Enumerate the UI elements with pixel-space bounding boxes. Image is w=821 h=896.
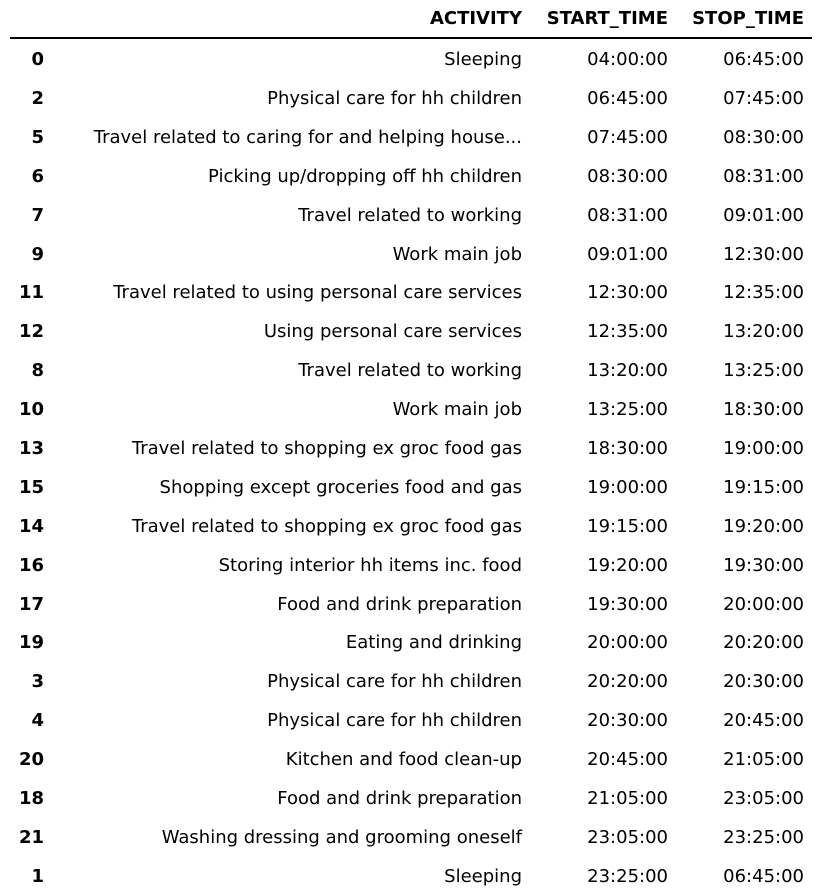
row-start-time: 08:30:00 — [587, 165, 668, 187]
row-index: 14 — [18, 515, 44, 537]
row-index: 6 — [31, 165, 44, 187]
table-row — [10, 662, 812, 701]
row-start-time: 21:05:00 — [587, 787, 668, 809]
row-index: 4 — [31, 710, 44, 732]
header-stop-time: STOP_TIME — [668, 0, 812, 38]
row-index: 17 — [18, 593, 44, 615]
row-activity: Travel related to shopping ex groc food gas — [131, 437, 522, 459]
row-activity: Picking up/dropping off hh children — [208, 165, 522, 187]
row-activity: Storing interior hh items inc. food — [218, 554, 522, 576]
row-activity: Work main job — [392, 399, 522, 421]
table-header — [10, 0, 812, 38]
row-start-time: 19:15:00 — [587, 515, 668, 537]
row-index: 16 — [18, 554, 44, 576]
table-row — [10, 351, 812, 390]
row-start-time: 07:45:00 — [587, 126, 668, 148]
row-stop-time: 12:35:00 — [723, 282, 804, 304]
row-activity: Shopping except groceries food and gas — [159, 476, 522, 498]
row-activity: Work main job — [392, 243, 522, 265]
row-stop-time: 13:25:00 — [723, 360, 804, 382]
table-row — [10, 507, 812, 546]
header-start-time: START_TIME — [522, 0, 668, 38]
header-activity: ACTIVITY — [44, 0, 522, 38]
row-start-time: 04:00:00 — [587, 48, 668, 70]
row-activity: Physical care for hh children — [267, 671, 522, 693]
row-stop-time: 08:31:00 — [723, 165, 804, 187]
row-start-time: 08:31:00 — [587, 204, 668, 226]
row-start-time: 19:30:00 — [587, 593, 668, 615]
row-stop-time: 06:45:00 — [723, 48, 804, 70]
row-start-time: 06:45:00 — [587, 87, 668, 109]
row-stop-time: 06:45:00 — [723, 865, 804, 887]
table-row — [10, 585, 812, 624]
table-row — [10, 701, 812, 740]
row-index: 20 — [18, 749, 44, 771]
row-stop-time: 19:30:00 — [723, 554, 804, 576]
row-start-time: 23:25:00 — [587, 865, 668, 887]
row-start-time: 19:20:00 — [587, 554, 668, 576]
row-index: 8 — [31, 360, 44, 382]
row-activity: Using personal care services — [263, 321, 522, 343]
row-start-time: 20:00:00 — [587, 632, 668, 654]
table-row — [10, 312, 812, 351]
row-activity: Sleeping — [444, 48, 522, 70]
row-activity: Food and drink preparation — [277, 787, 522, 809]
row-activity: Travel related to shopping ex groc food gas — [131, 515, 522, 537]
row-activity: Eating and drinking — [345, 632, 522, 654]
row-activity: Food and drink preparation — [277, 593, 522, 615]
row-index: 3 — [31, 671, 44, 693]
table-row — [10, 779, 812, 818]
row-activity: Travel related to caring for and helping house... — [93, 126, 522, 148]
row-stop-time: 19:15:00 — [723, 476, 804, 498]
header-row — [10, 0, 812, 38]
row-index: 15 — [18, 476, 44, 498]
row-stop-time: 13:20:00 — [723, 321, 804, 343]
row-stop-time: 08:30:00 — [723, 126, 804, 148]
row-index: 11 — [18, 282, 44, 304]
table-row — [10, 740, 812, 779]
row-index: 21 — [18, 826, 44, 848]
row-activity: Physical care for hh children — [267, 87, 522, 109]
row-index: 1 — [31, 865, 44, 887]
row-activity: Washing dressing and grooming oneself — [161, 826, 522, 848]
row-stop-time: 20:20:00 — [723, 632, 804, 654]
row-start-time: 20:30:00 — [587, 710, 668, 732]
table-row — [10, 118, 812, 157]
row-index: 13 — [18, 437, 44, 459]
row-index: 0 — [31, 48, 44, 70]
row-activity: Sleeping — [444, 865, 522, 887]
row-start-time: 23:05:00 — [587, 826, 668, 848]
table-row — [10, 235, 812, 274]
table-row — [10, 818, 812, 857]
row-start-time: 18:30:00 — [587, 437, 668, 459]
row-stop-time: 09:01:00 — [723, 204, 804, 226]
row-stop-time: 20:30:00 — [723, 671, 804, 693]
row-stop-time: 19:00:00 — [723, 437, 804, 459]
row-stop-time: 20:45:00 — [723, 710, 804, 732]
activity-table — [10, 0, 812, 896]
row-index: 19 — [18, 632, 44, 654]
row-stop-time: 19:20:00 — [723, 515, 804, 537]
table-row — [10, 157, 812, 196]
table-row — [10, 857, 812, 896]
table-row — [10, 273, 812, 312]
table-row — [10, 38, 812, 79]
row-stop-time: 23:25:00 — [723, 826, 804, 848]
row-index: 12 — [18, 321, 44, 343]
row-start-time: 09:01:00 — [587, 243, 668, 265]
row-activity: Travel related to working — [298, 360, 522, 382]
row-start-time: 13:25:00 — [587, 399, 668, 421]
row-stop-time: 07:45:00 — [723, 87, 804, 109]
table-row — [10, 546, 812, 585]
row-index: 7 — [31, 204, 44, 226]
row-start-time: 19:00:00 — [587, 476, 668, 498]
header-index — [10, 0, 44, 38]
table-row — [10, 390, 812, 429]
row-activity: Travel related to using personal care services — [113, 282, 522, 304]
row-activity: Physical care for hh children — [267, 710, 522, 732]
row-index: 10 — [18, 399, 44, 421]
row-index: 18 — [18, 787, 44, 809]
row-stop-time: 18:30:00 — [723, 399, 804, 421]
row-start-time: 13:20:00 — [587, 360, 668, 382]
row-stop-time: 20:00:00 — [723, 593, 804, 615]
table-row — [10, 429, 812, 468]
table-row — [10, 79, 812, 118]
row-start-time: 20:45:00 — [587, 749, 668, 771]
row-index: 9 — [31, 243, 44, 265]
table-row — [10, 196, 812, 235]
row-start-time: 12:35:00 — [587, 321, 668, 343]
row-index: 5 — [31, 126, 44, 148]
row-stop-time: 12:30:00 — [723, 243, 804, 265]
row-stop-time: 21:05:00 — [723, 749, 804, 771]
row-activity: Travel related to working — [298, 204, 522, 226]
row-stop-time: 23:05:00 — [723, 787, 804, 809]
table-row — [10, 468, 812, 507]
row-activity: Kitchen and food clean-up — [285, 749, 522, 771]
table-row — [10, 623, 812, 662]
table-body — [10, 38, 812, 896]
row-start-time: 12:30:00 — [587, 282, 668, 304]
row-index: 2 — [31, 87, 44, 109]
row-start-time: 20:20:00 — [587, 671, 668, 693]
